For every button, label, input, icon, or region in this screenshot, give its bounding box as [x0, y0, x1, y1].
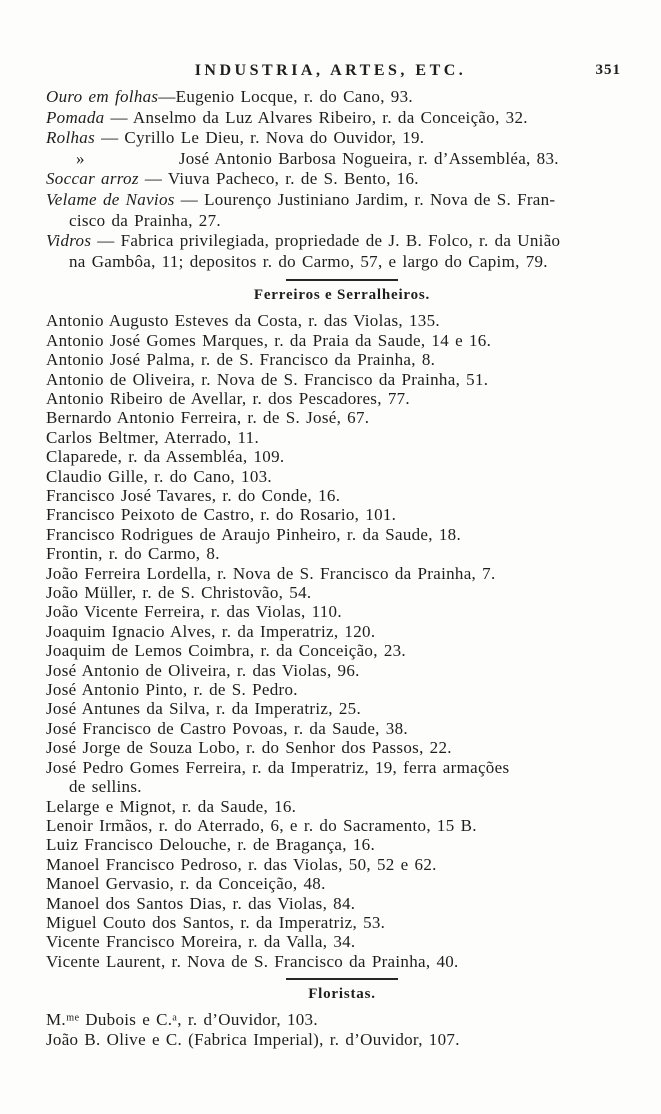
directory-entry-text: Manoel Francisco Pedroso, r. das Violas, 50, 52 e 62.	[46, 854, 437, 874]
directory-entry-text: João Ferreira Lordella, r. Nova de S. Francisco da Prainha, 7.	[46, 563, 496, 583]
directory-entry	[46, 583, 638, 602]
trade-category-label: Vidros	[46, 231, 92, 251]
directory-entry	[46, 447, 638, 466]
directory-entry	[46, 719, 638, 738]
directory-entry	[46, 544, 638, 563]
section-divider-floristas	[286, 978, 398, 980]
directory-entry-text: Antonio Augusto Esteves da Costa, r. das Violas, 135.	[46, 311, 440, 331]
section-divider-ferreiros	[286, 279, 398, 281]
directory-entry-text: João B. Olive e C. (Fabrica Imperial), r. d’Ouvidor, 107.	[46, 1029, 460, 1049]
directory-entry-text: José Jorge de Souza Lobo, r. do Senhor dos Passos, 22.	[46, 738, 452, 758]
directory-entry-text: M.ᵐᵉ Dubois e C.ᵃ, r. d’Ouvidor, 103.	[46, 1010, 318, 1030]
directory-entry-text: Claparede, r. da Assembléa, 109.	[46, 447, 285, 467]
directory-entry-text: José Francisco de Castro Povoas, r. da Saude, 38.	[46, 718, 408, 738]
trade-entry-text: cisco da Prainha, 27.	[69, 210, 221, 230]
directory-entry-text: João Vicente Ferreira, r. das Violas, 110.	[46, 602, 342, 622]
directory-entry	[46, 389, 638, 408]
trade-entry-line	[46, 190, 638, 211]
floristas-entry-list	[46, 1010, 638, 1049]
trade-entry-line	[46, 108, 638, 129]
directory-entry	[46, 602, 638, 621]
directory-entry	[46, 467, 638, 486]
directory-entry-text: José Antunes da Silva, r. da Imperatriz, 25.	[46, 699, 361, 719]
directory-entry	[46, 777, 638, 796]
trade-entry-line	[46, 87, 638, 108]
directory-entry-text: Lenoir Irmãos, r. do Aterrado, 6, e r. do Sacramento, 15 B.	[46, 815, 477, 835]
ditto-mark: »	[76, 148, 85, 168]
directory-entry	[46, 797, 638, 816]
trade-entry-text: — Anselmo da Luz Alvares Ribeiro, r. da Conceição, 32.	[104, 107, 528, 127]
trade-entry-line	[46, 231, 638, 252]
directory-entry-text: Antonio de Oliveira, r. Nova de S. Francisco da Prainha, 51.	[46, 369, 489, 389]
directory-entry	[46, 913, 638, 932]
trade-category-label: Pomada	[46, 107, 105, 127]
directory-entry-text: Vicente Francisco Moreira, r. da Valla, 34.	[46, 932, 356, 952]
text-column	[46, 87, 638, 1049]
directory-entry	[46, 738, 638, 757]
directory-entry-text: Frontin, r. do Carmo, 8.	[46, 544, 220, 564]
directory-entry	[46, 1030, 638, 1049]
directory-entry-text: Bernardo Antonio Ferreira, r. de S. José, 67.	[46, 408, 370, 428]
ferreiros-entry-list	[46, 311, 638, 971]
directory-entry	[46, 1010, 638, 1029]
directory-entry-text: Antonio Ribeiro de Avellar, r. dos Pescadores, 77.	[46, 388, 410, 408]
directory-entry	[46, 622, 638, 641]
directory-entry	[46, 758, 638, 777]
directory-entry	[46, 564, 638, 583]
directory-entry-text: Claudio Gille, r. do Cano, 103.	[46, 466, 272, 486]
directory-entry	[46, 894, 638, 913]
directory-entry	[46, 486, 638, 505]
directory-entry	[46, 952, 638, 971]
directory-entry	[46, 311, 638, 330]
directory-entry-text: Antonio José Palma, r. de S. Francisco da Prainha, 8.	[46, 350, 436, 370]
trade-entry-text: José Antonio Barbosa Nogueira, r. d’Assembléa, 83.	[178, 148, 559, 168]
directory-entry	[46, 428, 638, 447]
directory-entry-text: José Antonio Pinto, r. de S. Pedro.	[46, 680, 298, 700]
trade-entry-text: na Gambôa, 11; depositos r. do Carmo, 57, e largo do Capim, 79.	[69, 251, 548, 271]
directory-entry-text: Carlos Beltmer, Aterrado, 11.	[46, 427, 260, 447]
trade-entry-text: — Viuva Pacheco, r. de S. Bento, 16.	[138, 169, 419, 189]
trade-category-label: Soccar arroz	[46, 169, 139, 189]
directory-entry-text: Vicente Laurent, r. Nova de S. Francisco da Prainha, 40.	[46, 951, 459, 971]
directory-entry	[46, 661, 638, 680]
directory-entry-text: Manoel dos Santos Dias, r. das Violas, 84.	[46, 893, 356, 913]
trade-entry-line	[46, 128, 638, 149]
directory-entry	[46, 525, 638, 544]
directory-entry-text: Francisco Rodrigues de Araujo Pinheiro, r. da Saude, 18.	[46, 524, 462, 544]
trade-entry-line	[46, 149, 638, 170]
trade-category-label: Rolhas	[46, 128, 96, 148]
page-number: 351	[595, 62, 621, 78]
directory-entry	[46, 680, 638, 699]
directory-entry-text: de sellins.	[69, 777, 142, 797]
section-heading-floristas: Floristas.	[308, 986, 376, 1003]
directory-entry	[46, 505, 638, 524]
directory-entry	[46, 699, 638, 718]
trade-category-label: Ouro em folhas	[46, 87, 159, 106]
directory-entry	[46, 874, 638, 893]
directory-entry-text: João Müller, r. de S. Christovão, 54.	[46, 583, 312, 603]
trade-entry-list	[46, 87, 638, 272]
directory-entry	[46, 835, 638, 854]
trade-category-label: Velame de Navios	[46, 189, 175, 209]
directory-entry-text: José Pedro Gomes Ferreira, r. da Imperatriz, 19, ferra armações	[46, 757, 510, 777]
directory-entry	[46, 932, 638, 951]
directory-entry	[46, 641, 638, 660]
trade-entry-text: — Lourenço Justiniano Jardim, r. Nova de S. Fran-	[174, 189, 556, 209]
trade-entry-text: — Fabrica privilegiada, propriedade de J. B. Folco, r. da União	[91, 231, 561, 251]
directory-entry-text: Manoel Gervasio, r. da Conceição, 48.	[46, 874, 326, 894]
directory-entry-text: Miguel Couto dos Santos, r. da Imperatriz, 53.	[46, 912, 386, 932]
directory-entry-text: Joaquim de Lemos Coimbra, r. da Conceição, 23.	[46, 641, 406, 661]
trade-entry-text: — Cyrillo Le Dieu, r. Nova do Ouvidor, 19.	[95, 128, 425, 148]
directory-entry	[46, 331, 638, 350]
trade-entry-line	[46, 252, 638, 273]
directory-entry-text: Joaquim Ignacio Alves, r. da Imperatriz, 120.	[46, 621, 376, 641]
directory-entry-text: Lelarge e Mignot, r. da Saude, 16.	[46, 796, 297, 816]
directory-entry-text: Antonio José Gomes Marques, r. da Praia da Saude, 14 e 16.	[46, 330, 492, 350]
directory-entry-text: Francisco Peixoto de Castro, r. do Rosario, 101.	[46, 505, 397, 525]
trade-entry-line	[46, 169, 638, 190]
trade-entry-line	[46, 211, 638, 232]
trade-entry-text: —Eugenio Locque, r. do Cano, 93.	[158, 87, 413, 106]
directory-entry	[46, 408, 638, 427]
page-title: INDUSTRIA, ARTES, ETC.	[194, 62, 467, 79]
section-heading-ferreiros: Ferreiros e Serralheiros.	[253, 287, 431, 304]
directory-entry	[46, 855, 638, 874]
directory-entry	[46, 370, 638, 389]
directory-entry-text: Luiz Francisco Delouche, r. de Bragança, 16.	[46, 835, 376, 855]
directory-entry	[46, 816, 638, 835]
directory-entry	[46, 350, 638, 369]
directory-entry-text: José Antonio de Oliveira, r. das Violas, 96.	[46, 660, 360, 680]
directory-entry-text: Francisco José Tavares, r. do Conde, 16.	[46, 486, 341, 505]
